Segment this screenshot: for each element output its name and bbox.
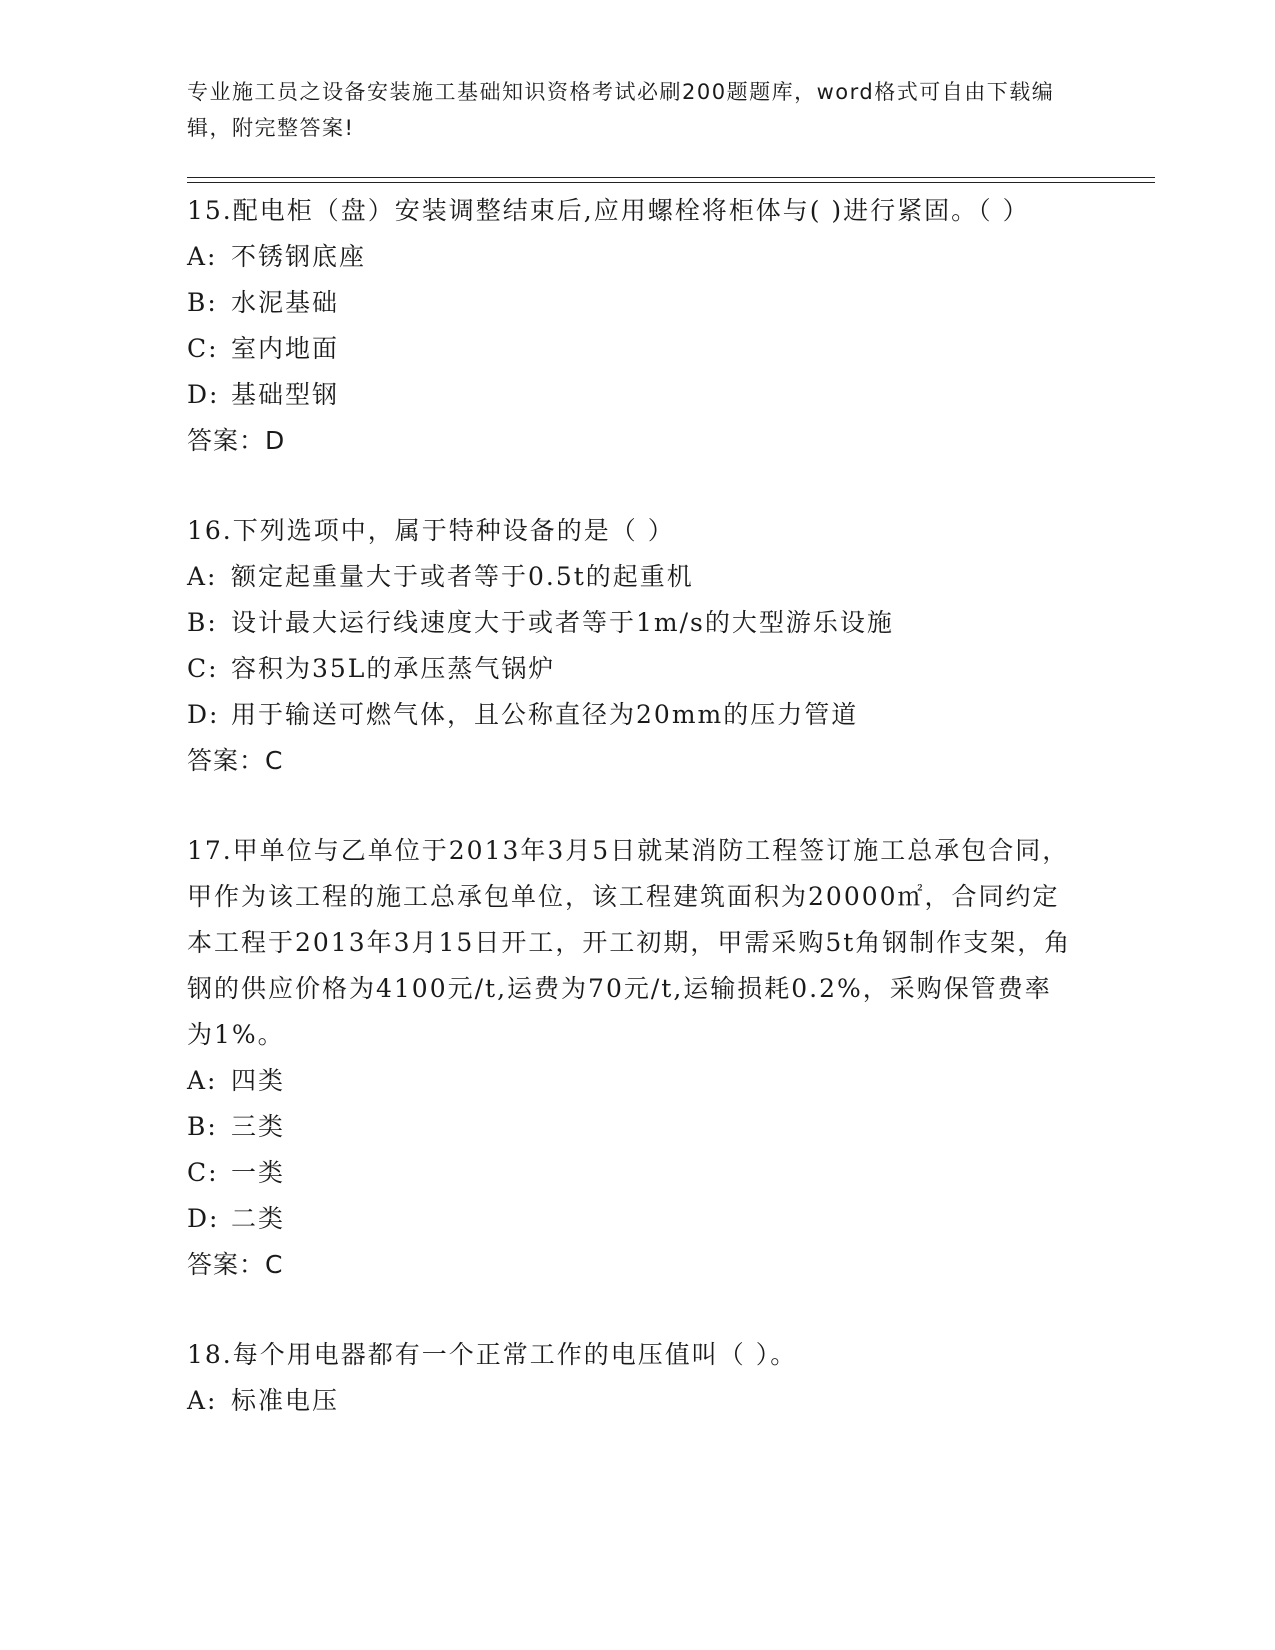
option-text: 水泥基础: [231, 288, 340, 317]
option-letter: D:: [187, 380, 220, 409]
option-c: [187, 326, 1077, 372]
question-text: 18.每个用电器都有一个正常工作的电压值叫（ ）。: [187, 1340, 798, 1369]
option-letter: A:: [187, 562, 218, 591]
option-letter: B:: [187, 608, 218, 637]
option-c: [187, 646, 1077, 692]
answer-line: 答案：C: [187, 1250, 284, 1279]
header-divider-bottom: [187, 182, 1155, 183]
option-letter: C:: [187, 654, 219, 683]
option-d: [187, 1196, 1077, 1242]
option-a: [187, 554, 1077, 600]
question-text: 16.下列选项中，属于特种设备的是（ ）: [187, 516, 675, 545]
option-letter: A:: [187, 242, 218, 271]
option-c: [187, 1150, 1077, 1196]
option-letter: C:: [187, 1158, 219, 1187]
option-text: 标准电压: [231, 1386, 340, 1415]
option-letter: A:: [187, 1066, 218, 1095]
option-b: [187, 600, 1077, 646]
option-letter: A:: [187, 1386, 218, 1415]
option-text: 额定起重量大于或者等于0.5t的起重机: [231, 562, 694, 591]
question-18: [187, 1332, 1077, 1424]
question-17: [187, 828, 1077, 1288]
option-text: 四类: [231, 1066, 286, 1095]
option-text: 室内地面: [231, 334, 340, 363]
option-text: 三类: [231, 1112, 286, 1141]
option-letter: D:: [187, 1204, 220, 1233]
answer-line: 答案：C: [187, 746, 284, 775]
option-d: [187, 692, 1077, 738]
answer-line: 答案：D: [187, 426, 286, 455]
option-text: 用于输送可燃气体，且公称直径为20mm的压力管道: [231, 700, 859, 729]
option-letter: C:: [187, 334, 219, 363]
question-spacer: [187, 784, 1077, 828]
option-text: 不锈钢底座: [231, 242, 367, 271]
option-a: [187, 1378, 1077, 1424]
document-header: 专业施工员之设备安装施工基础知识资格考试必刷200题题库，word格式可自由下载编辑，附完整答案!: [187, 80, 1055, 140]
option-letter: D:: [187, 700, 220, 729]
option-text: 容积为35L的承压蒸气锅炉: [231, 654, 556, 683]
option-d: [187, 372, 1077, 418]
option-text: 一类: [231, 1158, 286, 1187]
question-text: 15.配电柜（盘）安装调整结束后,应用螺栓将柜体与( )进行紧固。（ ）: [187, 196, 1030, 225]
question-16: [187, 508, 1077, 784]
option-a: [187, 234, 1077, 280]
option-letter: B:: [187, 288, 218, 317]
question-list: [187, 188, 1077, 1424]
option-text: 基础型钢: [231, 380, 340, 409]
question-spacer: [187, 464, 1077, 508]
option-text: 二类: [231, 1204, 286, 1233]
option-b: [187, 1104, 1077, 1150]
option-letter: B:: [187, 1112, 218, 1141]
question-spacer: [187, 1288, 1077, 1332]
option-text: 设计最大运行线速度大于或者等于1m/s的大型游乐设施: [231, 608, 894, 637]
header-divider-top: [187, 177, 1155, 178]
question-15: [187, 188, 1077, 464]
question-text: 17.甲单位与乙单位于2013年3月5日就某消防工程签订施工总承包合同，甲作为该工程的施工总承包单位，该工程建筑面积为20000㎡，合同约定本工程于2013年3月15日开工，开工初期，甲需采购5t角钢制作支架，角钢的供应价格为4100元/t,运费为70元/t,运输损耗0.2%，采购保管费率为1%。: [187, 836, 1072, 1049]
option-a: [187, 1058, 1077, 1104]
option-b: [187, 280, 1077, 326]
